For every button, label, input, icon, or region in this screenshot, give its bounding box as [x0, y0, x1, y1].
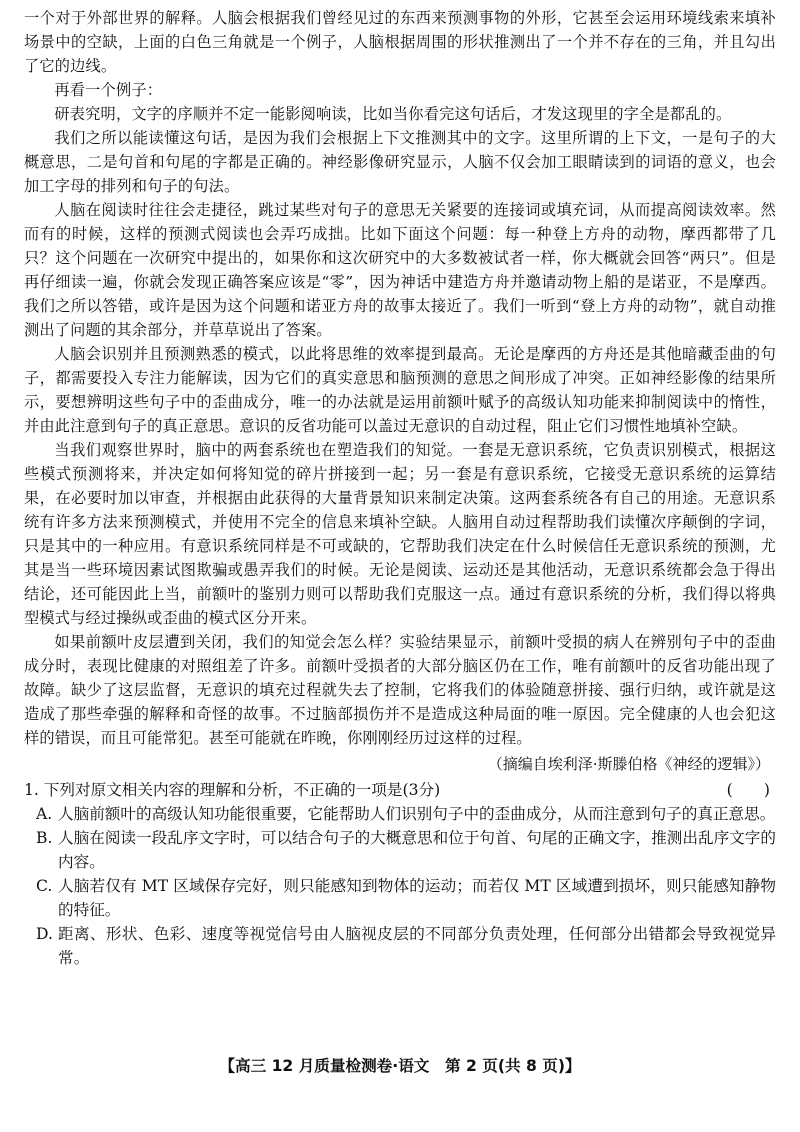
option-text: 人脑前额叶的高级认知功能很重要，它能帮助人们识别句子中的歪曲成分，从而注意到句子的真正意思。	[58, 805, 776, 823]
option-letter: C.	[36, 877, 53, 895]
question-1	[24, 778, 776, 970]
option-text: 人脑若仅有 MT 区域保存完好，则只能感知到物体的运动；而若仅 MT 区域遭到损坏，则只能感知静物的特征。	[58, 877, 776, 919]
option-text: 距离、形状、色彩、速度等视觉信号由人脑视皮层的不同部分负责处理，任何部分出错都会导致视觉异常。	[58, 925, 776, 967]
article-paragraph: 人脑在阅读时往往会走捷径，跳过某些对句子的意思无关紧要的连接词或填充词，从而提高阅读效率。然而有的时候，这样的预测式阅读也会弄巧成拙。比如下面这个问题：每一种登上方舟的动物，摩西都带了几只？这个问题在一次研究中提出的，如果你和这次研究中的大多数被试者一样，你大概就会回答“两只”。但是再仔细读一遍，你就会发现正确答案应该是“零”，因为神话中建造方舟并邀请动物上船的是诺亚，不是摩西。我们之所以答错，或许是因为这个问题和诺亚方舟的故事太接近了。我们一听到“登上方舟的动物”，就自动推测出了问题的其余部分，并草草说出了答案。	[24, 201, 776, 339]
option-letter: A.	[36, 805, 53, 823]
option-a	[36, 802, 776, 826]
option-text: 人脑在阅读一段乱序文字时，可以结合句子的大概意思和位于句首、句尾的正确文字，推测出乱序文字的内容。	[58, 829, 776, 871]
article-paragraph: 一个对于外部世界的解释。人脑会根据我们曾经见过的东西来预测事物的外形，它甚至会运用环境线索来填补场景中的空缺，上面的白色三角就是一个例子，人脑根据周围的形状推测出了一个并不存在的三角，并且勾出了它的边线。	[24, 9, 776, 75]
answer-paren: ( )	[726, 781, 770, 799]
page-footer: 【高三 12 月质量检测卷·语文 第 2 页(共 8 页)】	[219, 1057, 581, 1075]
article-paragraph: 人脑会识别并且预测熟悉的模式，以此将思维的效率提到最高。无论是摩西的方舟还是其他暗藏歪曲的句子，都需要投入专注力能解读，因为它们的真实意思和脑预测的意思之间形成了冲突。正如神经影像的结果所示，要想辨明这些句子中的歪曲成分，唯一的办法就是运用前额叶赋予的高级认知功能来抑制阅读中的惰性，并由此注意到句子的真正意思。意识的反省功能可以盖过无意识的自动过程，阻止它们习惯性地填补空缺。	[24, 345, 776, 435]
article-paragraph: 我们之所以能读懂这句话，是因为我们会根据上下文推测其中的文字。这里所谓的上下文，一是句子的大概意思，二是句首和句尾的字都是正确的。神经影像研究显示，人脑不仅会加工眼睛读到的词语的意义，也会加工字母的排列和句子的句法。	[24, 129, 776, 195]
option-letter: D.	[36, 925, 53, 943]
option-c	[36, 874, 776, 922]
article-paragraph: 研表究明，文字的序顺并不定一能影阅响读，比如当你看完这句话后，才发这现里的字全是都乱的。	[54, 105, 732, 123]
article-source: （摘编自埃利泽·斯滕伯格《神经的逻辑》）	[487, 755, 770, 773]
question-stem-row	[24, 778, 776, 802]
article-paragraph: 如果前额叶皮层遭到关闭，我们的知觉会怎么样？实验结果显示，前额叶受损的病人在辨别句子中的歪曲成分时，表现比健康的对照组差了许多。前额叶受损者的大部分脑区仍在工作，唯有前额叶的反省功能出现了故障。缺少了这层监督，无意识的填充过程就失去了控制，它将我们的体验随意拼接、强行归纳，或许就是这造成了那些牵强的解释和奇怪的故事。不过脑部损伤并不是造成这种局面的唯一原因。完全健康的人也会犯这样的错误，而且可能常犯。甚至可能就在昨晚，你刚刚经历过这样的过程。	[24, 633, 776, 747]
option-b	[36, 826, 776, 874]
article-paragraph: 再看一个例子：	[54, 81, 163, 99]
article-body	[24, 6, 776, 750]
option-letter: B.	[36, 829, 53, 847]
question-stem: 1. 下列对原文相关内容的理解和分析，不正确的一项是(3分)	[24, 781, 441, 799]
option-d	[36, 922, 776, 970]
article-paragraph: 当我们观察世界时，脑中的两套系统也在塑造我们的知觉。一套是无意识系统，它负责识别模式，根据这些模式预测将来，并决定如何将知觉的碎片拼接到一起；另一套是有意识系统，它接受无意识系统的运算结果，在必要时加以审查，并根据由此获得的大量背景知识来制定决策。这两套系统各有自己的用途。无意识系统有许多方法来预测模式，并使用不完全的信息来填补空缺。人脑用自动过程帮助我们读懂次序颠倒的字词，只是其中的一种应用。有意识系统同样是不可或缺的，它帮助我们决定在什么时候信任无意识系统的预测，尤其是当一些环境因素试图欺骗或愚弄我们的时候。无论是阅读、运动还是其他活动，无意识系统都会急于得出结论，还可能因此上当，前额叶的鉴别力则可以帮助我们克服这一点。通过有意识系统的分析，我们得以将典型模式与经过操纵或歪曲的模式区分开来。	[24, 441, 776, 627]
